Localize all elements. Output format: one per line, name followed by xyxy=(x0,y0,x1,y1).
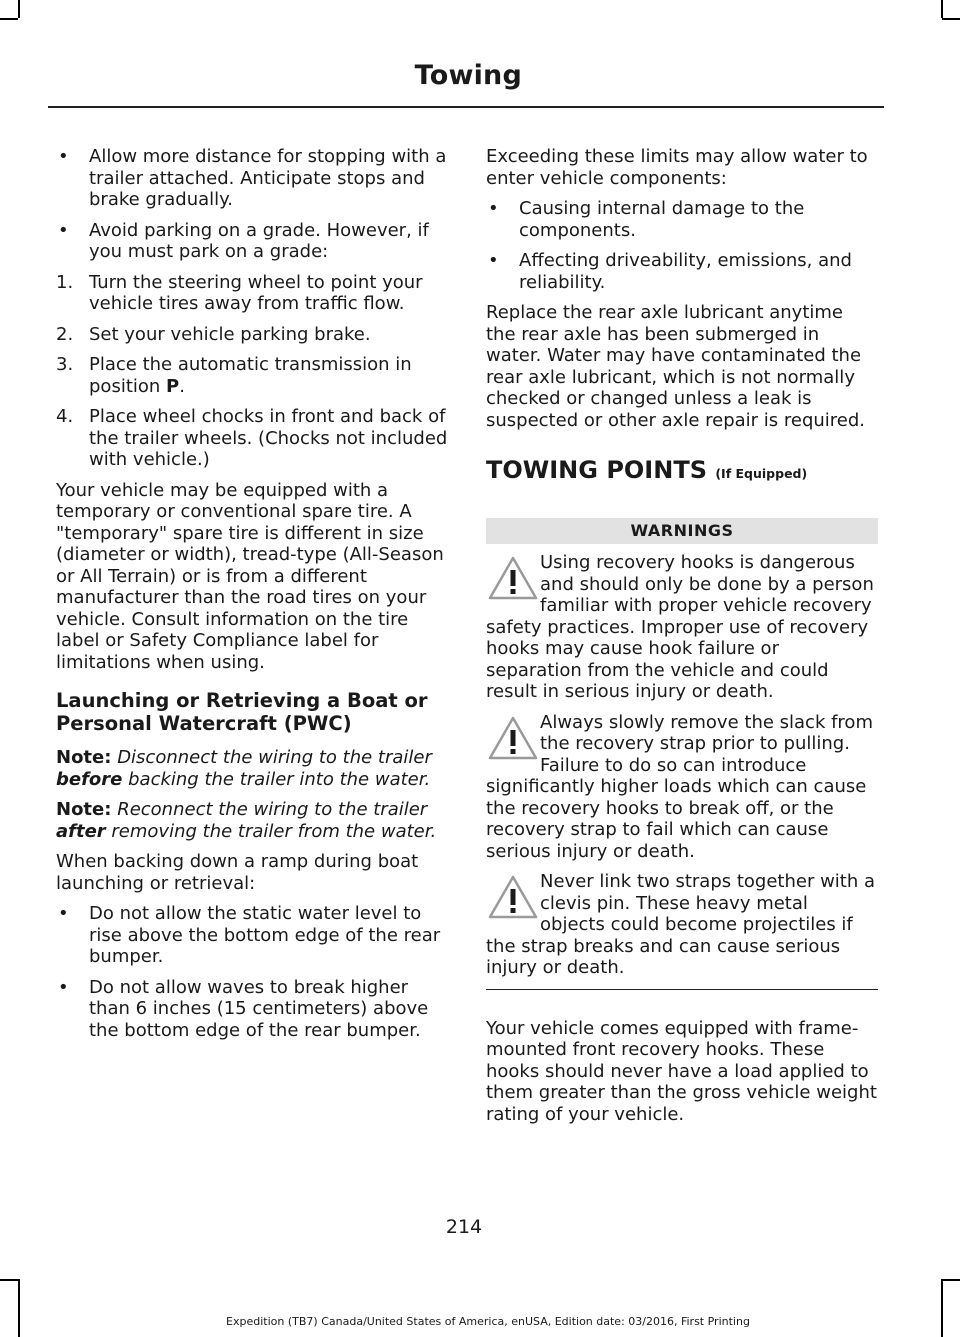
towing-points-heading xyxy=(486,456,878,488)
list-item-text: Avoid parking on a grade. However, if you must park on a grade: xyxy=(89,219,429,262)
bullet-marker: • xyxy=(58,146,69,167)
bullet-marker: • xyxy=(488,198,499,219)
bullet-marker: • xyxy=(58,976,69,998)
bullet-marker: • xyxy=(58,903,69,924)
header-divider xyxy=(48,106,884,108)
warning-triangle-icon xyxy=(486,873,540,923)
list-item xyxy=(56,903,448,968)
list-item xyxy=(56,146,448,211)
heading-text: TOWING POINTS xyxy=(486,456,707,484)
replace-lubricant-paragraph: Replace the rear axle lubricant anytime the rear axle has been submerged in water. Water may have contaminated the rear axle lubricant, which is not normally checked or changed unless a leak is suspected or other axle repair is required. xyxy=(486,302,866,431)
warning-text: Using recovery hooks is dangerous and should only be done by a person familiar with proper vehicle recovery safety practices. Improper use of recovery hooks may cause hook failure or separation from the vehicle and could result in serious injury or death. xyxy=(486,552,874,702)
step-text: Set your vehicle parking brake. xyxy=(89,323,371,345)
list-item xyxy=(486,198,878,241)
note-emphasis: after xyxy=(56,820,106,842)
list-item xyxy=(56,977,448,1042)
list-item-text: Causing internal damage to the components. xyxy=(519,198,805,241)
step-text: Turn the steering wheel to point your vehicle tires away from traffic flow. xyxy=(89,271,423,314)
crop-mark xyxy=(941,1279,943,1337)
list-item-text: Do not allow waves to break higher than 6 inches (15 centimeters) above the bottom edge of the rear bumper. xyxy=(89,976,429,1041)
note-paragraph xyxy=(56,799,448,842)
note-text: Reconnect the wiring to the trailer xyxy=(117,799,428,820)
note-paragraph xyxy=(56,747,448,790)
note-text: removing the trailer from the water. xyxy=(111,820,437,842)
crop-mark xyxy=(0,18,18,20)
right-column xyxy=(486,146,878,1134)
numbered-step xyxy=(56,272,448,315)
warnings-title: WARNINGS xyxy=(486,518,878,544)
warning-block xyxy=(486,871,878,979)
list-item xyxy=(486,250,878,293)
warning-block xyxy=(486,552,878,703)
warning-block xyxy=(486,712,878,863)
warning-triangle-icon xyxy=(486,554,540,604)
spare-tire-paragraph: Your vehicle may be equipped with a temporary or conventional spare tire. A "temporary" spare tire is different in size (diameter or width), tread-type (All-Season or All Terrain) or is from a different manufacturer than the road tires on your vehicle. Consult information on the tire label or Safety Compliance label for limitations when using. xyxy=(56,479,444,673)
step-number: 1. xyxy=(56,271,74,293)
warning-triangle-icon xyxy=(486,714,540,764)
note-emphasis: before xyxy=(56,768,123,790)
note-label: Note: xyxy=(56,799,112,820)
list-item-text: Affecting driveability, emissions, and reliability. xyxy=(519,250,852,293)
page-title: Towing xyxy=(414,60,522,91)
numbered-step xyxy=(56,406,448,471)
left-column xyxy=(56,146,448,1050)
step-number: 2. xyxy=(56,323,74,345)
crop-mark xyxy=(18,1279,20,1337)
crop-mark xyxy=(942,1279,960,1281)
crop-mark xyxy=(941,0,943,18)
crop-mark xyxy=(18,0,20,18)
boat-section-heading: Launching or Retrieving a Boat or Personal Watercraft (PWC) xyxy=(56,689,428,735)
bullet-marker: • xyxy=(58,219,69,241)
crop-mark xyxy=(942,18,960,20)
ramp-paragraph: When backing down a ramp during boat launching or retrieval: xyxy=(56,851,419,894)
numbered-step xyxy=(56,324,448,346)
step-text: Place wheel chocks in front and back of the trailer wheels. (Chocks not included with vehicle.) xyxy=(89,406,448,470)
note-label: Note: xyxy=(56,747,112,768)
numbered-step xyxy=(56,354,448,397)
step-bold-text: P xyxy=(166,375,180,397)
step-number: 4. xyxy=(56,406,74,427)
warning-text: Never link two straps together with a clevis pin. These heavy metal objects could become projectiles if the strap breaks and can cause serious injury or death. xyxy=(486,871,876,978)
crop-mark xyxy=(0,1279,18,1281)
note-text: backing the trailer into the water. xyxy=(128,768,431,790)
heading-suffix: (If Equipped) xyxy=(715,466,808,481)
list-item-text: Do not allow the static water level to rise above the bottom edge of the rear bumper. xyxy=(89,903,441,967)
page-number: 214 xyxy=(445,1216,483,1238)
list-item xyxy=(56,220,448,263)
step-text: Place the automatic transmission in position xyxy=(89,354,412,397)
exceed-paragraph: Exceeding these limits may allow water to enter vehicle components: xyxy=(486,146,868,189)
note-text: Disconnect the wiring to the trailer xyxy=(117,747,432,768)
warning-text: Always slowly remove the slack from the recovery strap prior to pulling. Failure to do so can introduce significantly higher loads which can cause the recovery hooks to break off, or the recovery strap to fail which can cause serious injury or death. xyxy=(486,711,873,862)
step-number: 3. xyxy=(56,354,74,375)
step-tail: . xyxy=(179,375,185,397)
footer-text: Expedition (TB7) Canada/United States of America, enUSA, Edition date: 03/2016, First Printing xyxy=(226,1315,750,1328)
list-item-text: Allow more distance for stopping with a trailer attached. Anticipate stops and brake gradually. xyxy=(89,146,447,210)
warnings-divider xyxy=(486,989,878,990)
recovery-hooks-paragraph: Your vehicle comes equipped with frame-mounted front recovery hooks. These hooks should never have a load applied to them greater than the gross vehicle weight rating of your vehicle. xyxy=(486,1017,877,1125)
bullet-marker: • xyxy=(488,250,499,271)
